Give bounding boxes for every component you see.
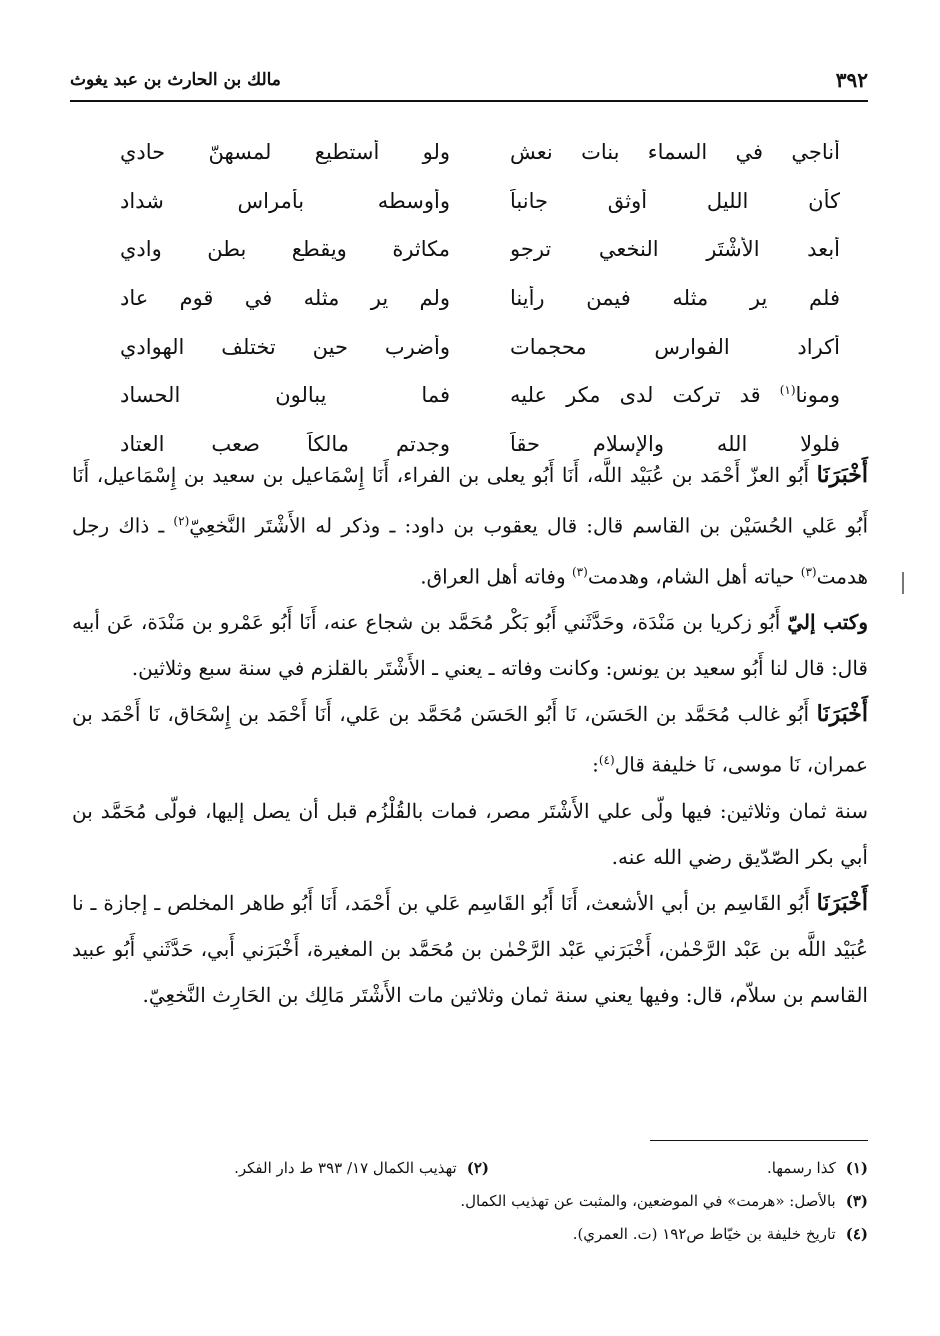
footnote-row — [110, 1152, 868, 1185]
verse-second-hemistich: مكاثرة ويقطع بطن وادي — [120, 237, 450, 262]
paragraph-lead: أَخْبَرَنَا — [816, 889, 868, 916]
paragraph-text: أَبُو زكريا بن مَنْدَة، وحَدَّثَني أَبُو بَكْر مُحَمَّد بن شجاع عنه، أَنَا أَبُو عَمْرو بن مَنْدَة، عَن أبيه قال: قال لنا أَبُو سعيد بن يونس: وكانت وفاته ـ يعني ـ الأَشْتَر بالقلزم في سنة سبع وثلاثين. — [72, 610, 868, 681]
page-number: ٣٩٢ — [835, 68, 868, 92]
page-header — [70, 60, 868, 102]
footnote-ref: (٢) — [173, 514, 190, 528]
paragraph — [72, 788, 868, 880]
verse-first-hemistich: أناجي في السماء بنات نعشٍ — [510, 140, 840, 165]
footnote — [573, 1218, 868, 1251]
footnote-text: تهذيب الكمال ١٧/ ٣٩٣ ط دار الفكر. — [234, 1159, 457, 1177]
verse-first-hemistich: أبعد الأشْتَر النخعي ترجو — [510, 237, 840, 262]
footnote-number: (٣) — [845, 1192, 868, 1210]
footnote-row — [110, 1185, 868, 1218]
paragraph-text: أَبُو غالب مُحَمَّد بن الحَسَن، نَا أَبُو الحَسَن مُحَمَّد بن عَلي، أَنَا أَحْمَد بن إِسْحَاق، نَا أَحْمَد بن عمران، نَا موسى، نَا خليفة قال — [72, 702, 868, 777]
verse — [120, 371, 840, 420]
verse — [120, 177, 840, 226]
verse-first-hemistich: كأن الليل أوثق جانباً — [510, 188, 840, 213]
verse-text: قد تركت لدى مكر عليه — [510, 383, 780, 408]
footnote-ref: (٤) — [598, 753, 615, 768]
verse-second-hemistich: وأوسطه بأمراس شداد — [120, 188, 450, 213]
paragraph — [72, 880, 868, 1018]
verse-second-hemistich: وأضرب حين تختلف الهوادي — [120, 334, 450, 359]
footnote-number: (٤) — [845, 1225, 868, 1243]
running-title: مالك بن الحارث بن عبد يغوث — [70, 70, 281, 90]
footnotes — [110, 1152, 868, 1251]
verse-second-hemistich: وجدتم مالكاً صعب العتاد — [120, 431, 450, 456]
paragraph-text: حياته أهل الشام، وهدمت — [587, 564, 801, 589]
footnote-text: تاريخ خليفة بن خيّاط ص١٩٢ (ت. العمري). — [572, 1225, 836, 1243]
footnote-separator — [650, 1140, 868, 1141]
paragraph-text: وفاته أهل العراق. — [420, 564, 572, 589]
footnote-text: بالأصل: «هرمت» في الموضعين، والمثبت عن تهذيب الكمال. — [460, 1192, 836, 1210]
paragraph-lead: أَخْبَرَنَا — [816, 462, 868, 488]
verse-second-hemistich: فما يبالون الحساد — [120, 383, 450, 408]
paragraph-text: أَبُو القَاسِم بن أبي الأشعث، أَنَا أَبُو القَاسِم عَلي بن أَحْمَد، أَنَا أَبُو طاهر المخلص ـ إجازة ـ نا عُبَيْد اللَّه بن عَبْد الرَّحْمٰن، أَخْبَرَني عَبْد الرَّحْمٰن بن مُحَمَّد بن المغيرة، أَخْبَرَني أَبي، حَدَّثَني أَبُو عبيد القاسم بن سلاّم، قال: وفيها يعني سنة ثمان وثلاثين مات الأَشْتَر مَالِك بن الحَارِث النَّخعِيّ. — [72, 890, 868, 1007]
verse-first-hemistich: فلولا الله والإسلام حقاً — [510, 431, 840, 456]
footnote — [110, 1152, 489, 1185]
paragraph-text: أَبُو العزّ أَحْمَد بن عُبَيْد اللَّه، أَنَا أَبُو يعلى بن الفراء، أَنَا إِسْمَاعيل بن سعيد بن إِسْمَاعيل، أَنَا أَبُو عَلي الحُسَيْن بن القاسم قال: قال يعقوب بن داود: ـ وذكر له الأَشْتَر النَّخعِيّ — [72, 463, 869, 538]
verse — [120, 225, 840, 274]
paragraph — [72, 691, 868, 788]
verse-second-hemistich: ولم ير مثله في قوم عاد — [120, 286, 450, 311]
verse — [120, 274, 840, 323]
paragraph-lead: وكتب إليّ — [787, 610, 868, 635]
footnote — [460, 1185, 868, 1218]
footnote-ref: (١) — [779, 383, 796, 398]
prose-block — [72, 452, 868, 1018]
paragraph-text: : — [592, 752, 599, 777]
paragraph-text: سنة ثمان وثلاثين: فيها ولّى علي الأَشْتَر مصر، فمات بالقُلْزُم قبل أن يصل إليها، فولّى مُحَمَّد بن أبي بكر الصّدّيق رضي الله عنه. — [72, 798, 868, 869]
verse-text: ومونا — [795, 383, 840, 408]
footnote-text: كذا رسمها. — [767, 1159, 836, 1177]
paragraph — [72, 452, 868, 599]
paragraph — [72, 599, 868, 691]
poem-block — [120, 128, 840, 468]
verse-first-hemistich: أكراد الفوارس محجمات — [510, 334, 840, 359]
paragraph-lead: أَخْبَرَنَا — [816, 701, 868, 728]
footnote-ref: (٣) — [800, 564, 817, 579]
footnote-ref: (٣) — [571, 564, 588, 579]
paragraph-text: ـ ذاك رجل هدمت — [72, 513, 868, 589]
verse-second-hemistich: ولو أستطيع لمسهنّ حادي — [120, 140, 450, 165]
footnote-number: (١) — [845, 1159, 868, 1177]
footnote-row — [110, 1218, 868, 1251]
verse-first-hemistich: فلم ير مثله فيمن رأينا — [510, 286, 840, 311]
footnote — [489, 1152, 868, 1185]
margin-mark — [902, 572, 904, 594]
verse-first-hemistich — [510, 383, 840, 407]
verse — [120, 322, 840, 371]
verse — [120, 128, 840, 177]
footnote-number: (٢) — [466, 1159, 489, 1177]
